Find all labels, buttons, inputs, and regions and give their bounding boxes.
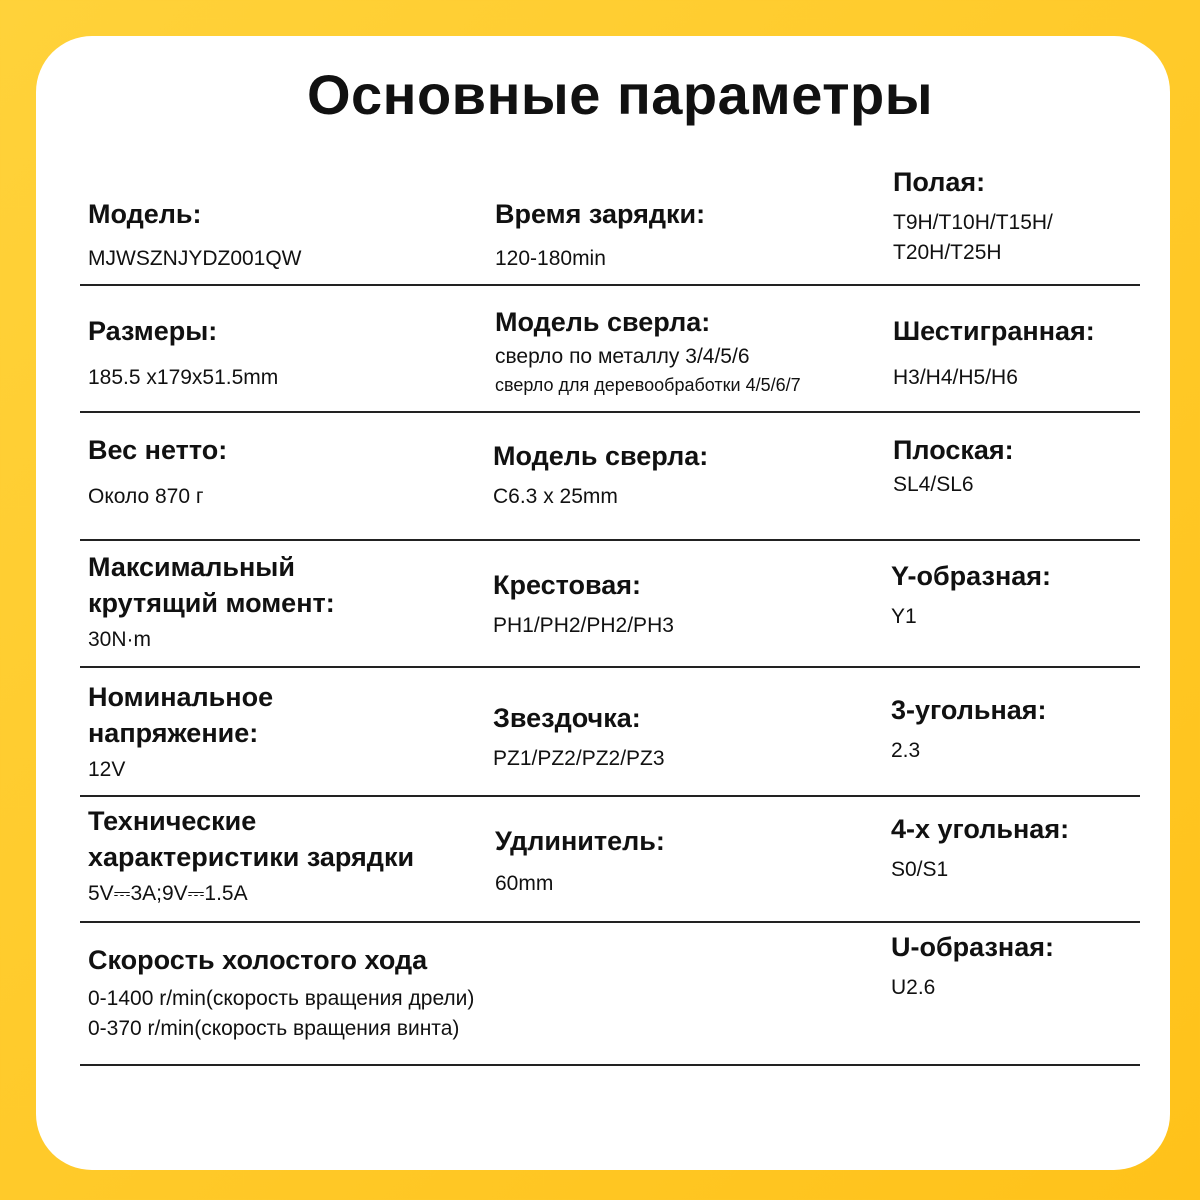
spec-value: T9H/T10H/T15H/ — [893, 211, 1053, 234]
spec-value: 5V⎓3A;9V⎓1.5A — [88, 882, 248, 905]
spec-label: Удлинитель: — [495, 826, 665, 856]
spec-label: 4-х угольная: — [891, 814, 1070, 844]
spec-drill-model — [495, 304, 801, 398]
row-divider — [80, 411, 1140, 413]
spec-hex-bits — [893, 313, 1095, 393]
spec-value: сверло по металлу 3/4/5/6 — [495, 345, 750, 368]
spec-value: 0-370 r/min(скорость вращения винта) — [88, 1017, 460, 1040]
spec-value: S0/S1 — [891, 858, 949, 881]
spec-label: Шестигранная: — [893, 316, 1095, 346]
spec-value: MJWSZNJYDZ001QW — [88, 247, 302, 270]
page-title: Основные параметры — [306, 63, 934, 126]
spec-value: Y1 — [891, 605, 917, 628]
spec-label: Номинальное — [88, 682, 274, 712]
spec-value: 30N·m — [88, 628, 152, 651]
spec-y-bits — [891, 558, 1051, 632]
spec-phillips-bits — [493, 567, 674, 641]
spec-triangle-bits — [891, 692, 1047, 766]
spec-label: Плоская: — [893, 435, 1014, 465]
spec-label: 3-угольная: — [891, 695, 1047, 725]
spec-value: H3/H4/H5/H6 — [893, 366, 1018, 389]
spec-value: 185.5 x179x51.5mm — [88, 366, 279, 389]
spec-charging — [88, 803, 414, 909]
spec-value: C6.3 x 25mm — [493, 485, 618, 508]
spec-label: крутящий момент: — [88, 588, 335, 618]
spec-extension — [495, 823, 665, 899]
spec-dimensions — [88, 313, 278, 393]
spec-label: Размеры: — [88, 316, 218, 346]
spec-value: сверло для деревообработки 4/5/6/7 — [495, 375, 801, 395]
spec-value: U2.6 — [891, 976, 936, 999]
spec-label: Крестовая: — [493, 570, 642, 600]
spec-u-bits — [891, 929, 1054, 1003]
spec-square-bits — [891, 811, 1069, 885]
spec-label: Вес нетто: — [88, 435, 228, 465]
spec-label: напряжение: — [88, 718, 259, 748]
spec-label: Полая: — [893, 167, 986, 197]
spec-model — [88, 196, 302, 274]
spec-label: Максимальный — [88, 552, 295, 582]
spec-idle-speed — [88, 942, 474, 1044]
spec-label: Модель: — [88, 199, 202, 229]
spec-hollow-bits — [893, 164, 1053, 268]
spec-label: Y-образная: — [891, 561, 1052, 591]
spec-value: 12V — [88, 758, 126, 781]
spec-value: T20H/T25H — [893, 241, 1002, 264]
spec-label: Звездочка: — [493, 703, 641, 733]
spec-value: 120-180min — [495, 247, 606, 270]
spec-value: SL4/SL6 — [893, 473, 974, 496]
row-divider — [80, 539, 1140, 541]
spec-label: Модель сверла: — [495, 307, 711, 337]
spec-label: Модель сверла: — [493, 441, 709, 471]
spec-value: 60mm — [495, 872, 554, 895]
spec-value: 2.3 — [891, 739, 921, 762]
spec-label: Время зарядки: — [495, 199, 706, 229]
spec-drill-model-2 — [493, 438, 708, 512]
spec-charge-time — [495, 196, 705, 274]
spec-label: Технические — [88, 806, 257, 836]
row-divider — [80, 795, 1140, 797]
spec-value: PH1/PH2/PH2/PH3 — [493, 614, 674, 637]
spec-label: характеристики зарядки — [88, 842, 415, 872]
spec-flat-bits — [893, 432, 1014, 500]
spec-max-torque — [88, 549, 335, 655]
spec-label: U-образная: — [891, 932, 1054, 962]
row-divider — [80, 921, 1140, 923]
spec-rated-voltage — [88, 679, 273, 785]
row-divider — [80, 666, 1140, 668]
spec-label: Скорость холостого хода — [88, 945, 428, 975]
row-divider — [80, 1064, 1140, 1066]
row-divider — [80, 284, 1140, 286]
spec-value: Около 870 г — [88, 485, 204, 508]
spec-net-weight — [88, 432, 227, 512]
spec-value: PZ1/PZ2/PZ2/PZ3 — [493, 747, 665, 770]
spec-pozidriv-bits — [493, 700, 665, 774]
spec-value: 0-1400 r/min(скорость вращения дрели) — [88, 987, 475, 1010]
